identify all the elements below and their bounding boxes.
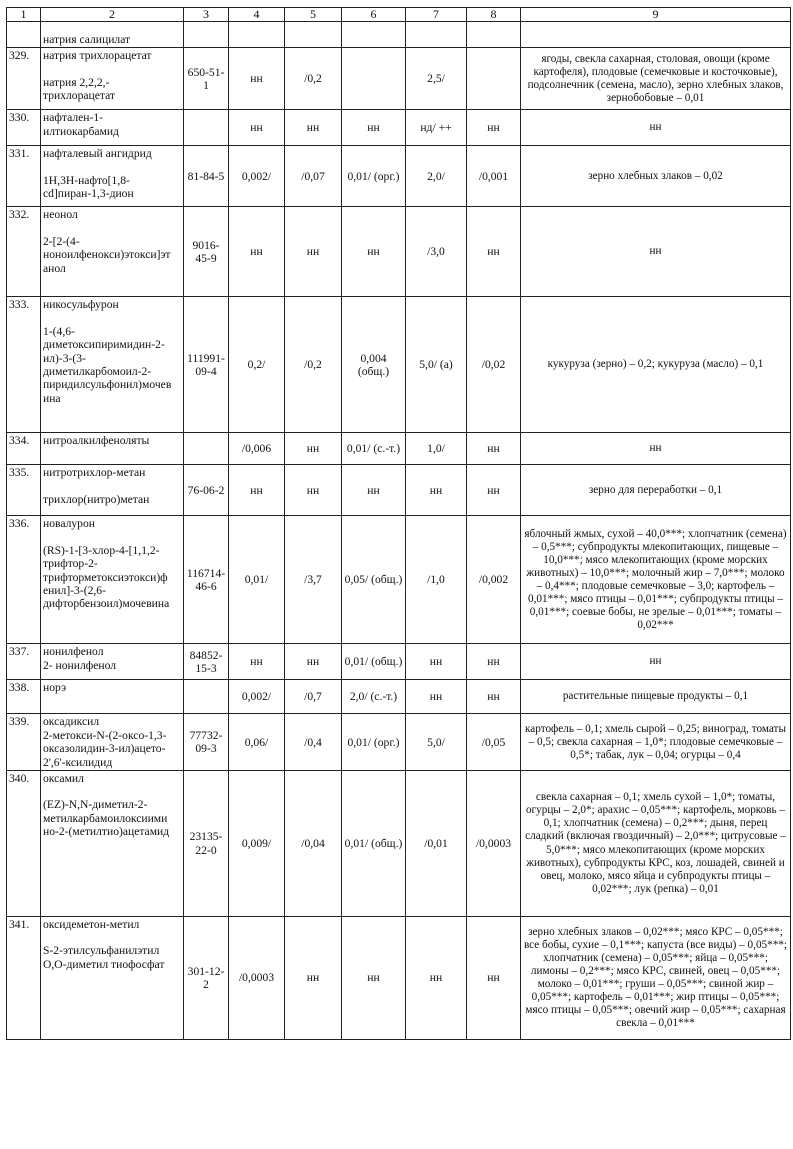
column-5-cell [285,22,342,48]
cas-number-cell: 76-06-2 [184,465,229,516]
substance-name-line: 2-метокси-N-(2-оксо-1,3- [43,728,167,742]
column-8-cell: /0,002 [467,516,521,644]
substance-name-line: трифтор-2- [43,557,98,571]
header-cell: 3 [184,8,229,22]
substance-name-line: 2-[2-(4- [43,234,80,248]
column-8-cell: нн [467,680,521,714]
substance-name-cell [41,110,184,146]
column-8-cell: нн [467,110,521,146]
residue-limits-cell: нн [521,207,791,297]
column-5-cell: нн [285,917,342,1040]
substance-name-line: метилкарбамоилоксиими [43,811,168,825]
column-6-cell [342,48,406,110]
column-5-cell: /0,2 [285,48,342,110]
column-7-cell: нн [406,465,467,516]
cas-number-cell: 81-84-5 [184,146,229,207]
substance-name-line: ил)-3-(3- [43,351,86,365]
column-7-cell [406,22,467,48]
substance-name-line: 2',6'-ксилидид [43,755,113,769]
column-7-cell: 2,5/ [406,48,467,110]
substance-name-cell [41,22,184,48]
table-row [7,146,791,207]
cas-number-cell: 111991-09-4 [184,297,229,433]
column-6-cell: 0,01/ (орг.) [342,146,406,207]
header-cell: 9 [521,8,791,22]
row-number: 337. [7,644,41,680]
column-7-cell: 2,0/ [406,146,467,207]
substance-name-line: пиридилсульфонил)мочев [43,378,172,392]
cas-number-cell [184,433,229,465]
substance-name-line: 1H,3H-нафто[1,8- [43,173,130,187]
column-5-cell: /0,2 [285,297,342,433]
cas-number-cell: 9016-45-9 [184,207,229,297]
substance-name-line: диметоксипиримидин-2- [43,338,165,352]
column-7-cell: /1,0 [406,516,467,644]
table-row [7,917,791,1040]
substance-name-line: натрия 2,2,2,- [43,75,110,89]
column-5-cell: /0,04 [285,771,342,917]
cas-number-cell: 23135-22-0 [184,771,229,917]
substance-name-line [43,531,181,544]
residue-limits-table [6,7,791,1040]
substance-name-line [43,312,181,325]
column-7-cell: /0,01 [406,771,467,917]
table-row [7,771,791,917]
cas-number-cell [184,680,229,714]
column-6-cell: нн [342,110,406,146]
substance-name-line: анол [43,261,66,275]
substance-name-cell [41,714,184,771]
column-7-cell: нн [406,917,467,1040]
substance-name-line: (RS)-1-[3-хлор-4-[1,1,2- [43,543,160,557]
substance-name-line: (EZ)-N,N-диметил-2- [43,798,148,812]
substance-name-line: диметилкарбомоил-2- [43,365,152,379]
column-5-cell: нн [285,110,342,146]
table-row [7,465,791,516]
column-8-cell: нн [467,917,521,1040]
column-6-cell: 0,01/ (орг.) [342,714,406,771]
cas-number-cell: 77732-09-3 [184,714,229,771]
column-7-cell: /3,0 [406,207,467,297]
substance-name-line [43,785,181,798]
substance-name-cell [41,917,184,1040]
column-8-cell: нн [467,433,521,465]
column-4-cell: нн [229,48,285,110]
row-number: 340. [7,771,41,917]
table-row [7,516,791,644]
substance-name-line: O,O-диметил тиофосфат [43,957,165,971]
column-5-cell: нн [285,644,342,680]
header-cell: 1 [7,8,41,22]
column-8-cell: нн [467,465,521,516]
column-4-cell: 0,06/ [229,714,285,771]
substance-name-cell [41,771,184,917]
residue-limits-cell: зерно для переработки – 0,1 [521,465,791,516]
substance-name-line: оксадиксил [43,715,100,729]
column-4-cell [229,22,285,48]
substance-name-line [43,63,181,76]
column-8-cell: нн [467,644,521,680]
residue-limits-cell: зерно хлебных злаков – 0,02 [521,146,791,207]
header-cell: 5 [285,8,342,22]
header-cell: 2 [41,8,184,22]
substance-name-line: оксидеметон-метил [43,918,140,932]
row-number: 332. [7,207,41,297]
substance-name-line: оксамил [43,772,84,786]
substance-name-line: неонол [43,208,78,222]
column-4-cell: 0,2/ [229,297,285,433]
column-5-cell: /3,7 [285,516,342,644]
table-row [7,297,791,433]
column-6-cell [342,22,406,48]
substance-name-line: дифторбензоил)мочевина [43,597,170,611]
row-number: 333. [7,297,41,433]
header-cell: 8 [467,8,521,22]
column-8-cell: /0,001 [467,146,521,207]
substance-name-line: новалурон [43,517,95,531]
substance-name-line: ноноилфенокси)этокси]эт [43,248,171,262]
substance-name-line: оксазолидин-3-ил)ацето- [43,742,166,756]
substance-name-line: трифторметоксиэтокси)ф [43,570,168,584]
header-row [7,8,791,22]
column-6-cell: 0,01/ (общ.) [342,771,406,917]
substance-name-cell [41,146,184,207]
column-8-cell: /0,05 [467,714,521,771]
column-7-cell: 1,0/ [406,433,467,465]
residue-limits-cell: нн [521,110,791,146]
header-cell: 4 [229,8,285,22]
residue-limits-cell: яблочный жмых, сухой – 40,0***; хлопчатник (семена) – 0,5***; субпродукты млекопитающих, пищевые – 10,0***; мясо млекопитающих (кроме морских животных) – 10,0***; молочный жир – 7,0***; молоко – 0,4***; плодовые семечковые – 3,0; картофель – 0,01***; мясо птицы – 0,01***; субпродукты птицы – 0,01***; соевые бобы, не зрелые – 0,01***; томаты – 0,02*** [521,516,791,644]
substance-name-cell [41,465,184,516]
cas-number-cell [184,110,229,146]
column-4-cell: /0,006 [229,433,285,465]
substance-name-line: нитротрихлор-метан [43,466,146,480]
column-5-cell: нн [285,207,342,297]
substance-name-line: S-2-этилсульфанилэтил [43,944,160,958]
row-number: 331. [7,146,41,207]
cas-number-cell: 84852-15-3 [184,644,229,680]
table-row [7,48,791,110]
substance-name-line: cd]пиран-1,3-дион [43,187,134,201]
cas-number-cell: 650-51-1 [184,48,229,110]
substance-name-line [43,480,181,493]
column-7-cell: нд/ ++ [406,110,467,146]
substance-name-line: нитроалкилфеноляты [43,434,150,448]
column-5-cell: нн [285,465,342,516]
column-8-cell [467,48,521,110]
column-6-cell: 0,05/ (общ.) [342,516,406,644]
substance-name-line: натрия трихлорацетат [43,49,152,63]
cas-number-cell [184,22,229,48]
column-4-cell: нн [229,465,285,516]
substance-name-line: нафталевый ангидрид [43,147,152,161]
column-6-cell: нн [342,207,406,297]
substance-name-cell [41,644,184,680]
substance-name-line: ина [43,391,61,405]
substance-name-line: нафтален-1- [43,111,103,125]
column-8-cell: нн [467,207,521,297]
column-5-cell: /0,07 [285,146,342,207]
substance-name-line: трихлор(нитро)метан [43,492,150,506]
cas-number-cell: 116714-46-6 [184,516,229,644]
residue-limits-cell: кукуруза (зерно) – 0,2; кукуруза (масло) – 0,1 [521,297,791,433]
column-5-cell: /0,7 [285,680,342,714]
column-7-cell: нн [406,644,467,680]
row-number [7,22,41,48]
row-number: 329. [7,48,41,110]
substance-name-line [43,931,181,944]
table-row [7,110,791,146]
header-cell: 6 [342,8,406,22]
table-row [7,680,791,714]
substance-name-line: но-2-(метилтио)ацетамид [43,825,170,839]
column-4-cell: нн [229,644,285,680]
column-7-cell: 5,0/ [406,714,467,771]
header-cell: 7 [406,8,467,22]
substance-name-line: нонилфенол [43,645,104,659]
residue-limits-cell: зерно хлебных злаков – 0,02***; мясо КРС – 0,05***; все бобы, сухие – 0,1***; капуста (все виды) – 0,05***; хлопчатник (семена) – 0,05***; яйца – 0,05***; лимоны – 0,2***; мясо КРС, свиней, овец – 0,05***; молоко – 0,01***; груши – 0,05***; свиной жир – 0,05***; картофель – 0,01***; жир птицы – 0,05***; мясо птицы – 0,05***; овечий жир – 0,05***; сахарная свекла – 0,01*** [521,917,791,1040]
table-row [7,22,791,48]
column-5-cell: нн [285,433,342,465]
substance-name-line: норэ [43,681,67,695]
substance-name-line: никосульфурон [43,298,119,312]
residue-limits-cell: ягоды, свекла сахарная, столовая, овощи (кроме картофеля), плодовые (семечковые и косточковые), подсолнечник (семена, масло), зерно хлебных злаков, зернобобовые – 0,01 [521,48,791,110]
row-number: 330. [7,110,41,146]
row-number: 334. [7,433,41,465]
substance-name-cell [41,207,184,297]
substance-name-cell [41,433,184,465]
substance-name-line [43,222,181,235]
residue-limits-cell: свекла сахарная – 0,1; хмель сухой – 1,0*; томаты, огурцы – 2,0*; арахис – 0,05***; картофель, морковь – 0,1; хлопчатник (семена) – 0,2***; дыня, перец сладкий (включая гвоздичный) – 2,0***; цитрусовые – 5,0***; мясо млекопитающих (кроме морских животных), субпродукты КРС, коз, лошадей, свиней и овец, молоко, мясо яйца и субпродукты птицы – 0,02***; лук (репка) – 0,01 [521,771,791,917]
column-4-cell: 0,01/ [229,516,285,644]
row-number: 339. [7,714,41,771]
column-4-cell: нн [229,110,285,146]
column-5-cell: /0,4 [285,714,342,771]
substance-name-line: натрия салицилат [43,33,131,46]
column-7-cell: нн [406,680,467,714]
table-row [7,644,791,680]
column-4-cell: 0,009/ [229,771,285,917]
table-row [7,433,791,465]
table-row [7,714,791,771]
substance-name-line: трихлорацетат [43,89,116,103]
row-number: 338. [7,680,41,714]
document-page [6,7,790,1040]
column-8-cell [467,22,521,48]
residue-limits-cell: нн [521,644,791,680]
column-6-cell: 2,0/ (с.-т.) [342,680,406,714]
row-number: 341. [7,917,41,1040]
column-8-cell: /0,0003 [467,771,521,917]
residue-limits-cell [521,22,791,48]
substance-name-cell [41,680,184,714]
table-row [7,207,791,297]
column-4-cell: 0,002/ [229,146,285,207]
column-6-cell: 0,01/ (с.-т.) [342,433,406,465]
substance-name-line: 2- нонилфенол [43,658,117,672]
residue-limits-cell: картофель – 0,1; хмель сырой – 0,25; виноград, томаты – 0,5; свекла сахарная – 1,0*; плодовые семечковые – 0,5*; табак, лук – 0,04; огурцы – 0,4 [521,714,791,771]
column-4-cell: 0,002/ [229,680,285,714]
column-6-cell: нн [342,917,406,1040]
substance-name-line [43,161,181,174]
cas-number-cell: 301-12-2 [184,917,229,1040]
column-4-cell: /0,0003 [229,917,285,1040]
substance-name-cell [41,516,184,644]
substance-name-line: енил]-3-(2,6- [43,584,106,598]
substance-name-cell [41,48,184,110]
column-4-cell: нн [229,207,285,297]
row-number: 336. [7,516,41,644]
column-6-cell: нн [342,465,406,516]
substance-name-line: илтиокарбамид [43,124,119,138]
column-6-cell: 0,004 (общ.) [342,297,406,433]
column-7-cell: 5,0/ (а) [406,297,467,433]
substance-name-cell [41,297,184,433]
substance-name-line: 1-(4,6- [43,324,75,338]
column-8-cell: /0,02 [467,297,521,433]
residue-limits-cell: нн [521,433,791,465]
residue-limits-cell: растительные пищевые продукты – 0,1 [521,680,791,714]
row-number: 335. [7,465,41,516]
column-6-cell: 0,01/ (общ.) [342,644,406,680]
